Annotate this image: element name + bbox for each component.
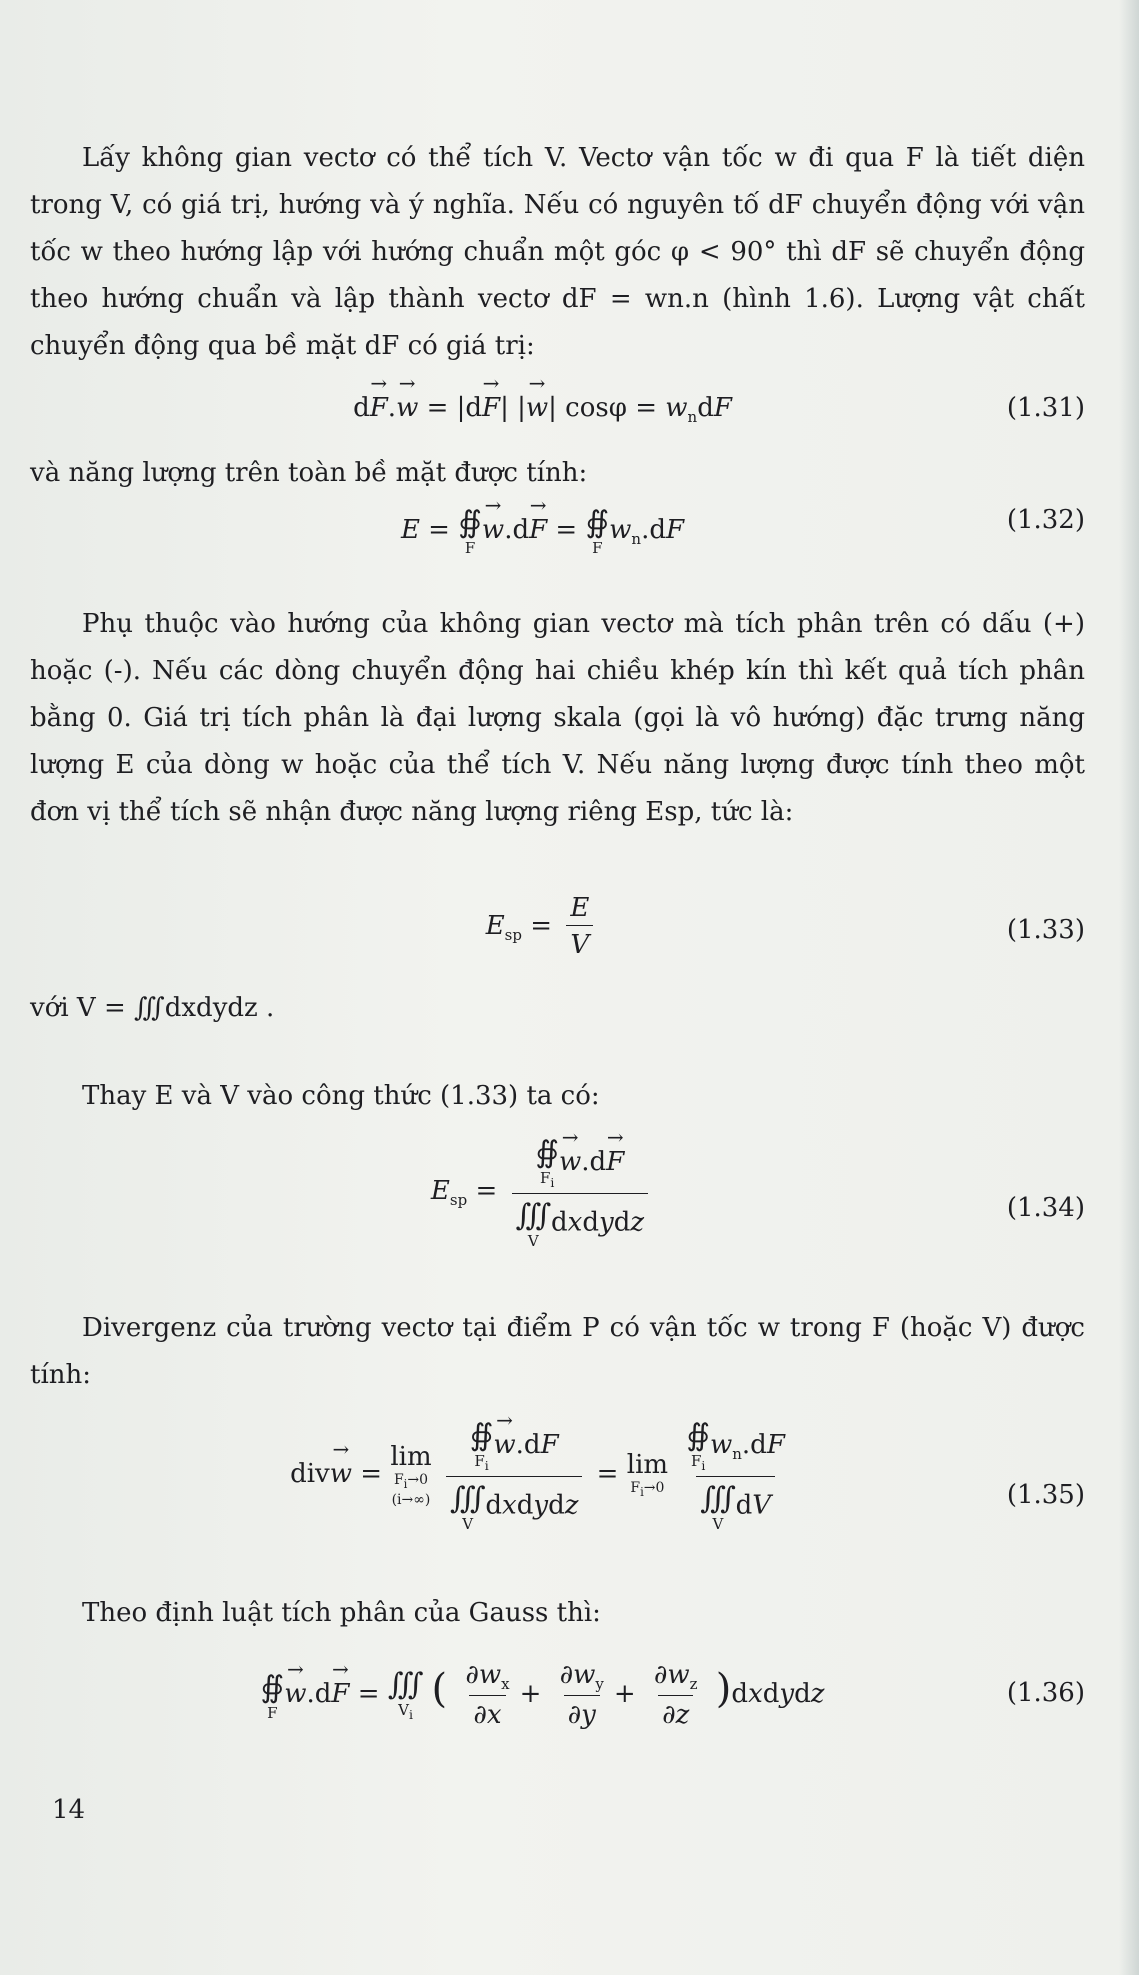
paragraph-5-text: Thay E và V vào công thức (1.33) ta có: (82, 1081, 600, 1111)
page-number: 14 (52, 1795, 86, 1825)
equation-1-32-body: E = ∯ F → w.d→ F = ∯ F $w_n.dF$ (401, 515, 684, 545)
equation-1-34 (0, 1135, 1085, 1249)
equation-1-33-body: $E_{sp}$ = $\frac{E}{V}$ (486, 911, 600, 941)
paragraph-4 (30, 985, 1085, 1032)
equation-1-31-body: d→ F.→ w = |d→ F| |→ w| $\cos\varphi = w_ndF$ (353, 393, 732, 423)
paragraph-7 (30, 1590, 1085, 1637)
equation-1-36-body: ∯ F → w.d→ F = ∭ $V_i$ ( $\frac{\partial w_x}{\partial x}$ + $\frac{\partial w_y}{\partial y}$ + $\frac{\partial w_z}{\partial z}$ )dxdydz (261, 1679, 825, 1709)
equation-number: (1.32) (1006, 505, 1085, 535)
paragraph-5 (30, 1073, 1085, 1120)
paragraph-2-text: và năng lượng trên toàn bề mặt được tính: (30, 458, 588, 488)
equation-number: (1.33) (1006, 915, 1085, 945)
page-edge-shadow (1119, 0, 1139, 1975)
equation-1-35 (0, 1418, 1085, 1532)
paragraph-4-text: với V = ∭dxdydz . (30, 993, 275, 1023)
paragraph-7-text: Theo định luật tích phân của Gauss thì: (82, 1598, 601, 1628)
paragraph-6 (30, 1305, 1085, 1399)
equation-1-34-body: $E_{sp}$ = ∯ $F_i$ → w.d→ F ∭ V dxdydz (431, 1176, 654, 1206)
equation-number: (1.31) (1006, 393, 1085, 423)
paragraph-1-text: Lấy không gian vectơ có thể tích V. Vectơ vận tốc w đi qua F là tiết diện trong V, có giá trị, hướng và ý nghĩa. Nếu có nguyên tố dF chuyển động với vận tốc w theo hướng lập với hướng chuẩn một góc φ < 90° thì dF sẽ chuyển động theo hướng chuẩn và lập thành vectơ dF = wn.n (hình 1.6). Lượng vật chất chuyển động qua bề mặt dF có giá trị: (30, 143, 1085, 361)
equation-number: (1.35) (1006, 1480, 1085, 1510)
equation-1-33 (0, 893, 1085, 960)
paragraph-6-text: Divergenz của trường vectơ tại điểm P có vận tốc w trong F (hoặc V) được tính: (30, 1313, 1085, 1390)
equation-1-31 (0, 393, 1085, 426)
equation-number: (1.36) (1006, 1678, 1085, 1708)
paragraph-3-text: Phụ thuộc vào hướng của không gian vectơ mà tích phân trên có dấu (+) hoặc (-). Nếu các dòng chuyển động hai chiều khép kín thì kết quả tích phân bằng 0. Giá trị tích phân là đại lượng skala (gọi là vô hướng) đặc trưng năng lượng E của dòng w hoặc của thể tích V. Nếu năng lượng được tính theo một đơn vị thể tích sẽ nhận được năng lượng riêng Esp, tức là: (30, 609, 1085, 827)
equation-1-35-body: div→ w = lim $F_i\to 0$ (i→∞) ∯ $F_i$ → w.dF ∭ V dxdydz = lim $F_i\to 0$ ∯ $F_i$ $w_n.dF$ ∭ V dV (290, 1459, 795, 1489)
equation-number: (1.34) (1006, 1193, 1085, 1223)
paragraph-2 (30, 450, 1085, 497)
paragraph-1 (30, 135, 1085, 370)
equation-1-36 (0, 1660, 1085, 1730)
paragraph-3 (30, 601, 1085, 836)
equation-1-32 (0, 505, 1085, 556)
